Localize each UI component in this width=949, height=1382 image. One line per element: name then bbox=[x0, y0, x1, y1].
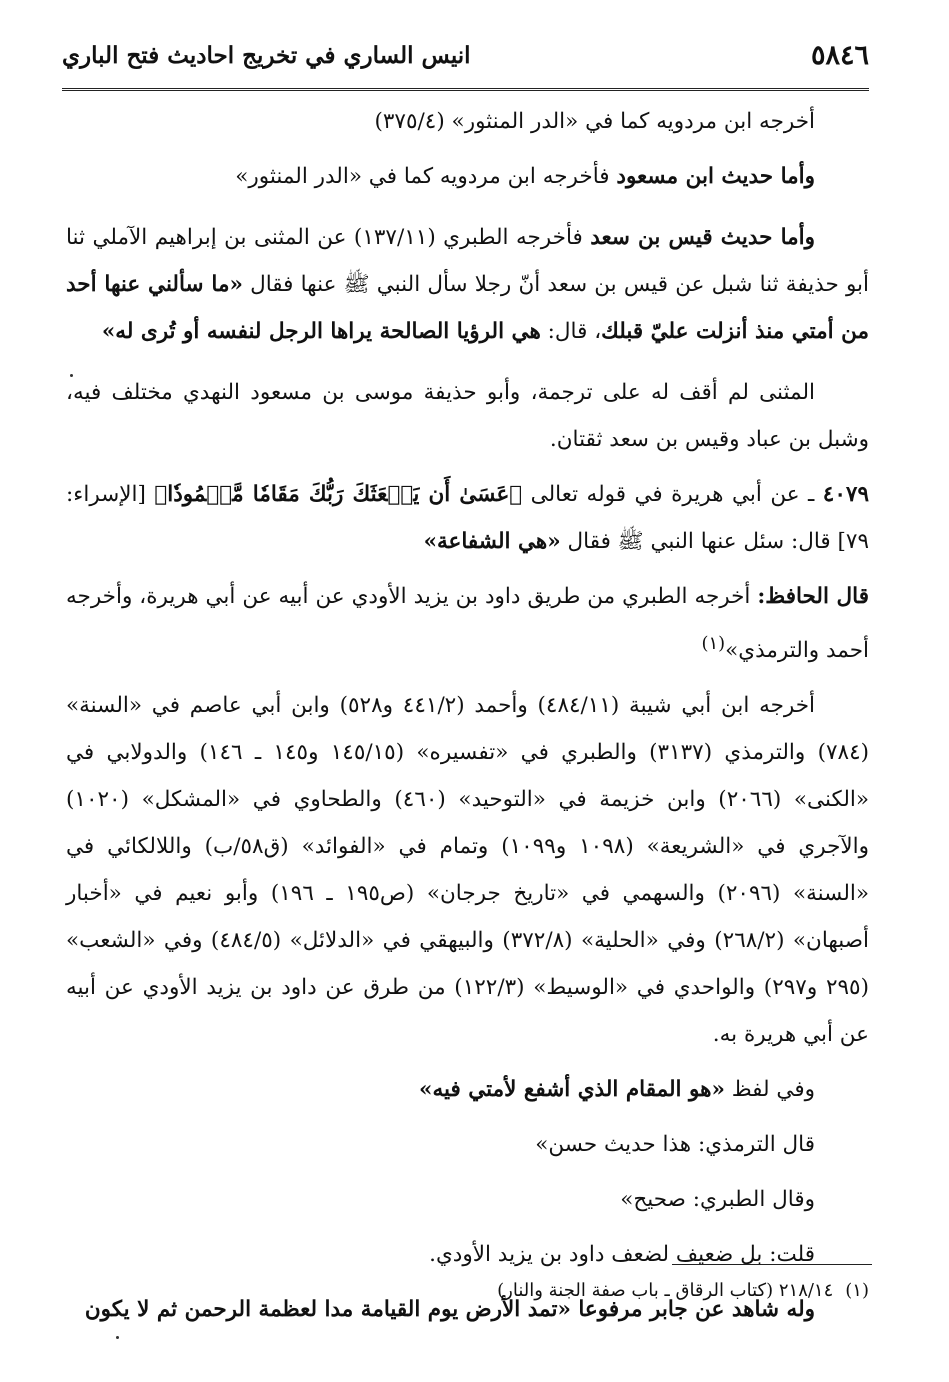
paragraph-ibn-masud bbox=[66, 153, 869, 200]
hadith-number: ٤٠٧٩ bbox=[822, 482, 869, 507]
paragraph-jabir-witness: وله شاهد عن جابر مرفوعا «تمد الأرض يوم القيامة مدا لعظمة الرحمن ثم لا يكون bbox=[84, 1297, 815, 1323]
qays-text-1: فأخرجه الطبري (١٣٧/١١) عن المثنى بن إبراهيم الآملي ثنا أبو حذيفة ثنا شبل عن قيس بن سعد أنّ رجلا سأل النبي ﷺ عنها فقال bbox=[66, 225, 870, 297]
footnote-text: ٢١٨/١٤ (كتاب الرقاق ـ باب صفة الجنة والنار) bbox=[497, 1280, 834, 1301]
paragraph-verdict: قلت: بل ضعيف لضعف داود بن يزيد الأودي. bbox=[429, 1242, 815, 1268]
footnote-divider bbox=[672, 1264, 872, 1265]
page-header bbox=[62, 38, 869, 91]
quran-verse: ﴿عَسَىٰ أَن يَبۡعَثَكَ رَبُّكَ مَقَامٗا مَّحۡمُودٗا﴾ bbox=[154, 482, 523, 507]
paragraph-qays-ibn-sad bbox=[66, 214, 869, 355]
footnote bbox=[66, 1276, 869, 1306]
hadith-text-1: ـ عن أبي هريرة في قوله تعالى bbox=[522, 482, 823, 507]
running-title: انيس الساري في تخريج احاديث فتح الباري bbox=[62, 42, 471, 69]
page-body bbox=[66, 98, 869, 1333]
heading-ibn-masud: وأما حديث ابن مسعود bbox=[616, 164, 815, 189]
paragraph-other-wording bbox=[66, 1066, 869, 1113]
hadith-quote: «هي الشفاعة» bbox=[423, 529, 561, 554]
scan-speck bbox=[70, 374, 73, 377]
other-wording-quote: «هو المقام الذي أشفع لأمتي فيه» bbox=[419, 1077, 725, 1103]
qays-text-2: ، قال: bbox=[540, 319, 602, 344]
hadith-text-2: [الإسراء: ٧٩] قال: سئل عنها النبي ﷺ فقال bbox=[66, 482, 869, 554]
paragraph-tabari: وقال الطبري: صحيح» bbox=[620, 1187, 815, 1213]
paragraph-takhrij: أخرجه ابن أبي شيبة (٤٨٤/١١) وأحمد (٤٤١/٢ و٥٢٨) وابن أبي عاصم في «السنة» (٧٨٤) والترمذي (٣١٣٧) والطبري في «تفسيره» (١٤٥/١٥ و١٤٥ ـ ١٤٦) والدولابي في «الكنى» (٢٠٦٦) وابن خزيمة في «التوحيد» (٤٦٠) والطحاوي في «المشكل» (١٠٢٠) والآجري في «الشريعة» (١٠٩٨ و١٠٩٩) وتمام في «الفوائد» (ق٥٨/ب) واللالكائي في «السنة» (٢٠٩٦) والسهمي في «تاريخ جرجان» (ص١٩٥ ـ ١٩٦) وأبو نعيم في «أخبار أصبهان» (٢٦٨/٢) وفي «الحلية» (٣٧٢/٨) والبيهقي في «الدلائل» (٤٨٤/٥) وفي «الشعب» (٢٩٥ و٢٩٧) والواحدي في «الوسيط» (١٢٢/٣) من طرق عن داود بن يزيد الأودي عن أبيه عن أبي هريرة به. bbox=[66, 693, 870, 1048]
al-hafiz-label: قال الحافظ: bbox=[757, 584, 869, 609]
qays-quote-1: «ما سألني عنها أحد من أمتي منذ أنزلت عليّ قبلك bbox=[66, 272, 869, 344]
ibn-masud-text: فأخرجه ابن مردويه كما في «الدر المنثور» bbox=[235, 164, 617, 189]
paragraph-al-hafiz bbox=[66, 573, 869, 674]
qays-quote-2: هي الرؤيا الصالحة يراها الرجل لنفسه أو تُرى له» bbox=[101, 319, 541, 344]
paragraph-narrator-notes: المثنى لم أقف له على ترجمة، وأبو حذيفة موسى بن مسعود النهدي مختلف فيه، وشبل بن عباد وقيس بن سعد ثقتان. bbox=[66, 380, 869, 452]
paragraph-tirmidhi: قال الترمذي: هذا حديث حسن» bbox=[535, 1132, 815, 1158]
other-wording-text: وفي لفظ bbox=[724, 1077, 815, 1103]
scan-speck bbox=[116, 1336, 119, 1339]
heading-qays-ibn-sad: وأما حديث قيس بن سعد bbox=[590, 225, 816, 250]
footnote-ref: (١) bbox=[701, 633, 726, 654]
paragraph-hadith-4079 bbox=[66, 471, 869, 565]
paragraph-durr-reference: أخرجه ابن مردويه كما في «الدر المنثور» (٣٧٥/٤) bbox=[374, 109, 815, 134]
footnote-number: (١) bbox=[845, 1280, 869, 1301]
al-hafiz-text: أخرجه الطبري من طريق داود بن يزيد الأودي عن أبيه عن أبي هريرة، وأخرجه أحمد والترمذي» bbox=[66, 584, 869, 664]
page-number: ٥٨٤٦ bbox=[810, 40, 869, 71]
